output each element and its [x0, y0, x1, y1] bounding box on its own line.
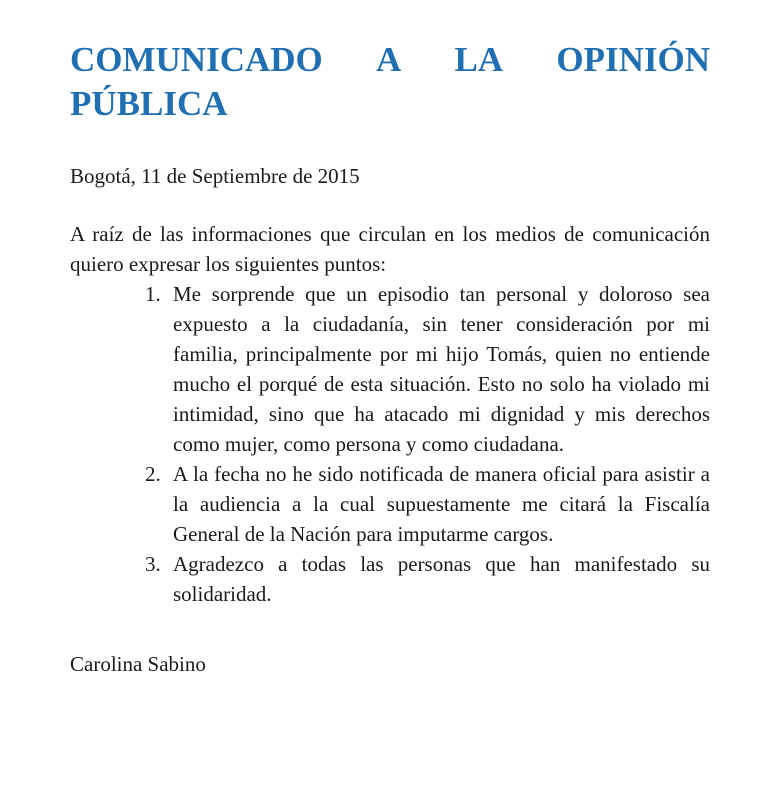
list-item	[145, 549, 710, 609]
intro-paragraph: A raíz de las informaciones que circulan en los medios de comunicación quiero expresar los siguientes puntos:	[70, 222, 710, 276]
signature: Carolina Sabino	[70, 652, 206, 676]
title-line-1: COMUNICADO A LA OPINIÓN	[70, 40, 710, 79]
list-item-text: A la fecha no he sido notificada de manera oficial para asistir a la audiencia a la cual supuestamente me citará la Fiscalía General de la Nación para imputarme cargos.	[173, 462, 710, 546]
document-page	[70, 38, 710, 679]
title-line-2: PÚBLICA	[70, 84, 228, 123]
list-item-text: Me sorprende que un episodio tan personal y doloroso sea expuesto a la ciudadanía, sin tener consideración por mi familia, principalmente por mi hijo Tomás, quien no entiende mucho el porqué de esta situación. Esto no solo ha violado mi intimidad, sino que ha atacado mi dignidad y mis derechos como mujer, como persona y como ciudadana.	[173, 282, 710, 456]
list-item-number: 1.	[145, 282, 161, 306]
list-item-number: 2.	[145, 462, 161, 486]
list-item	[145, 459, 710, 549]
list-item	[145, 279, 710, 459]
list-item-text: Agradezco a todas las personas que han manifestado su solidaridad.	[173, 552, 710, 606]
document-title	[70, 38, 710, 126]
points-list	[70, 279, 710, 609]
document-date: Bogotá, 11 de Septiembre de 2015	[70, 164, 360, 188]
list-item-number: 3.	[145, 552, 161, 576]
